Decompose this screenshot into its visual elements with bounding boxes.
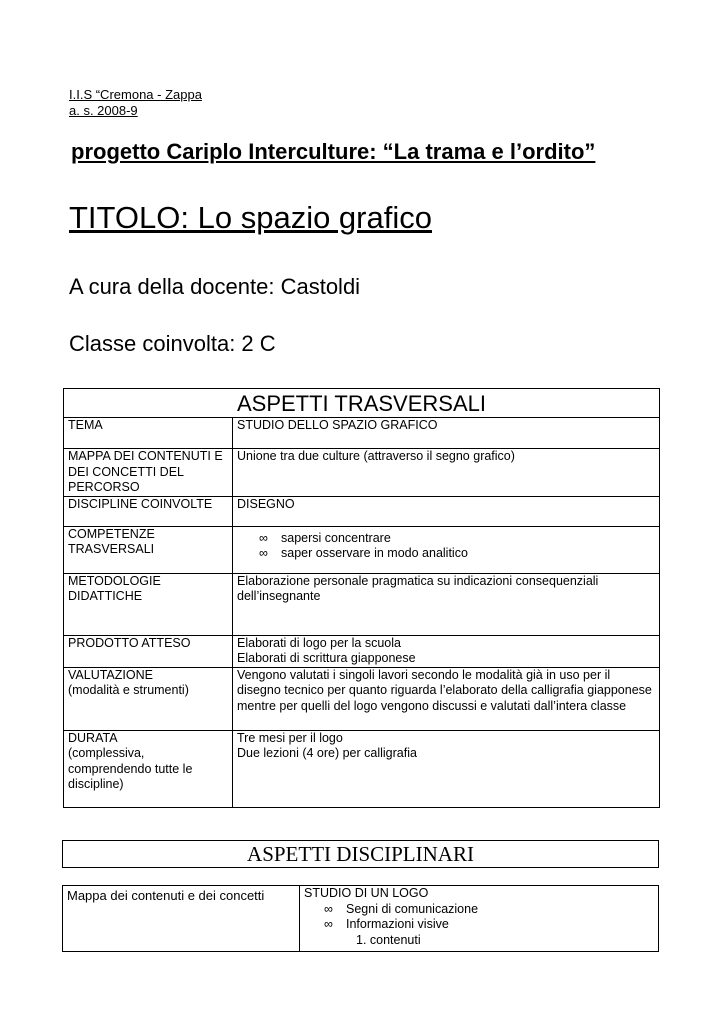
- table-row: [63, 886, 659, 952]
- row-label: MAPPA DEI CONTENUTI E DEI CONCETTI DEL PERCORSO: [64, 449, 233, 497]
- row-value: Vengono valutati i singoli lavori secondo le modalità già in uso per il disegno tecnico per quanto riguarda l’elaborato della calligrafia giapponese mentre per quelli del logo vengono discussi e valutati dall’intera classe: [233, 667, 660, 730]
- disciplinari-heading: ASPETTI DISCIPLINARI: [63, 841, 659, 868]
- row-value: [233, 730, 660, 807]
- school-year: a. s. 2008-9: [69, 103, 138, 118]
- table-row: [64, 449, 660, 497]
- value-line: Elaborati di scrittura giapponese: [237, 651, 416, 665]
- value-line: Due lezioni (4 ore) per calligrafia: [237, 746, 417, 760]
- label-line: DURATA: [68, 730, 118, 745]
- project-title: progetto Cariplo Interculture: “La trama e l’ordito”: [71, 139, 596, 164]
- disciplinari-heading-table: [62, 840, 659, 868]
- list-item: ∞ saper osservare in modo analitico: [259, 546, 468, 560]
- value-line: Tre mesi per il logo: [237, 730, 343, 745]
- trasversali-table: [63, 388, 660, 808]
- infinity-bullet-icon: ∞: [324, 901, 333, 916]
- row-label: PRODOTTO ATTESO: [64, 635, 233, 667]
- disciplinari-table: [62, 885, 659, 952]
- row-value: Unione tra due culture (attraverso il segno grafico): [233, 449, 660, 497]
- table-row: [64, 526, 660, 573]
- row-label: [64, 730, 233, 807]
- row-value: Elaborazione personale pragmatica su indicazioni consequenziali dell’insegnante: [233, 573, 660, 635]
- label-line: VALUTAZIONE: [68, 667, 153, 682]
- row-label: COMPETENZE TRASVERSALI: [64, 526, 233, 573]
- teacher-line: A cura della docente: Castoldi: [69, 274, 361, 299]
- row-value: [233, 635, 660, 667]
- infinity-bullet-icon: ∞: [259, 530, 268, 545]
- numbered-item: 1. contenuti: [356, 932, 421, 947]
- table-row: [64, 635, 660, 667]
- row-label: TEMA: [64, 418, 233, 449]
- trasversali-heading: ASPETTI TRASVERSALI: [64, 389, 660, 418]
- row-label: Mappa dei contenuti e dei concetti: [63, 886, 300, 952]
- list-item: ∞ Segni di comunicazione: [324, 901, 479, 916]
- row-label: [64, 667, 233, 730]
- value-line: Elaborati di logo per la scuola: [237, 635, 401, 650]
- table-row: [64, 667, 660, 730]
- row-label: METODOLOGIE DIDATTICHE: [64, 573, 233, 635]
- row-value: DISEGNO: [233, 496, 660, 526]
- table-row: [64, 496, 660, 526]
- document-title: TITOLO: Lo spazio grafico: [69, 200, 432, 235]
- table-row: [64, 730, 660, 807]
- list-item: ∞ Informazioni visive: [324, 917, 449, 931]
- table-row: [64, 418, 660, 449]
- row-value: [233, 526, 660, 573]
- list-item: ∞ sapersi concentrare: [259, 530, 391, 545]
- school-name: I.I.S “Cremona - Zappa: [69, 87, 202, 102]
- row-value: [300, 886, 659, 952]
- label-line: (modalità e strumenti): [68, 683, 189, 697]
- infinity-bullet-icon: ∞: [259, 546, 268, 560]
- infinity-bullet-icon: ∞: [324, 917, 333, 931]
- table-row: [64, 573, 660, 635]
- row-value: STUDIO DELLO SPAZIO GRAFICO: [233, 418, 660, 449]
- row-label: DISCIPLINE COINVOLTE: [64, 496, 233, 526]
- label-line: (complessiva, comprendendo tutte le discipline): [68, 746, 193, 791]
- value-title: STUDIO DI UN LOGO: [304, 886, 429, 900]
- class-line: Classe coinvolta: 2 C: [69, 331, 276, 356]
